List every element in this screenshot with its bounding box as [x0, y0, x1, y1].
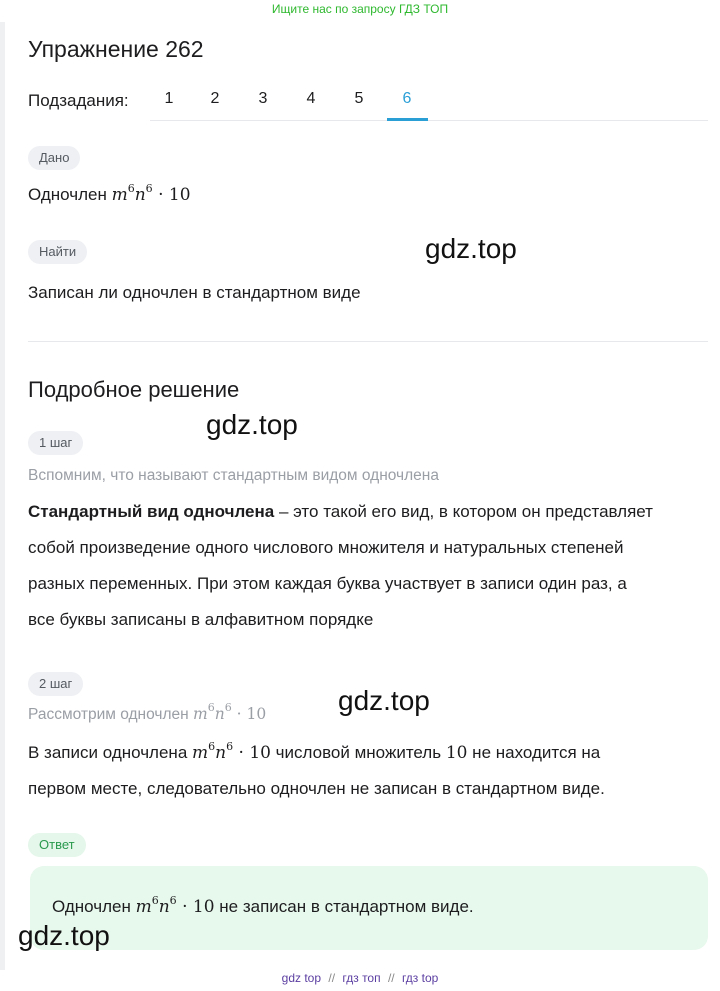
section-divider [28, 341, 708, 342]
footer-link-3[interactable]: гдз top [401, 971, 439, 985]
left-border [0, 22, 5, 970]
given-prefix: Одночлен [28, 185, 107, 204]
answer-chip: Ответ [28, 833, 86, 857]
answer-expression: $m^6n^6 \cdot 10$ [135, 894, 215, 917]
step1-term: Стандартный вид одночлена [28, 502, 275, 521]
answer-text: Одночлен $m^6n^6 \cdot 10$ не записан в стандартном виде. [52, 894, 474, 917]
top-banner[interactable]: Ищите нас по запросу ГДЗ ТОП [271, 2, 449, 16]
step1-hint: Вспомним, что называют стандартным видом одночлена [28, 467, 439, 484]
step1-line-2: собой произведение одного числового множителя и натуральных степеней [28, 538, 624, 557]
active-tab-indicator [387, 118, 428, 121]
step2-hint: Рассмотрим одночлен $m^6n^6 \cdot 10$ [28, 701, 267, 723]
page-title: Упражнение 262 [28, 36, 204, 62]
step1-line-4: все буквы записаны в алфавитном порядке [28, 610, 374, 629]
footer-links [0, 971, 720, 985]
step2-paragraph [28, 735, 700, 807]
subtasks-label: Подзадания: [28, 91, 129, 110]
tab-subtask-6[interactable]: 6 [402, 90, 412, 107]
step1-chip: 1 шаг [28, 431, 83, 455]
watermark: gdz.top [18, 920, 110, 951]
step1-line-1: Стандартный вид одночлена – это такой его вид, в котором он представляет [28, 502, 653, 521]
tab-subtask-1[interactable]: 1 [164, 90, 174, 107]
footer-separator: // [328, 971, 336, 985]
step2-hint-expression: $m^6n^6 \cdot 10$ [193, 701, 267, 723]
find-text: Записан ли одночлен в стандартном виде [28, 283, 361, 302]
tab-subtask-4[interactable]: 4 [306, 90, 316, 107]
tab-subtask-3[interactable]: 3 [258, 90, 268, 107]
footer-link-2[interactable]: гдз топ [342, 971, 381, 985]
watermark: gdz.top [425, 233, 517, 264]
step1-paragraph [28, 494, 700, 638]
step1-line-3: разных переменных. При этом каждая буква участвует в записи один раз, а [28, 574, 627, 593]
tabs-baseline [150, 120, 708, 121]
watermark: gdz.top [338, 685, 430, 716]
given-chip: Дано [28, 146, 80, 170]
tab-subtask-2[interactable]: 2 [210, 90, 220, 107]
given-text [28, 182, 191, 205]
solution-title: Подробное решение [28, 377, 240, 402]
step2-line-2: первом месте, следовательно одночлен не записан в стандартном виде. [28, 779, 605, 798]
find-chip: Найти [28, 240, 87, 264]
footer-separator: // [387, 971, 395, 985]
tab-subtask-5[interactable]: 5 [354, 90, 364, 107]
step2-chip: 2 шаг [28, 672, 83, 696]
footer-link-1[interactable]: gdz top [281, 971, 322, 985]
given-expression: $m^6n^6 \cdot 10$ [111, 182, 191, 205]
step2-line-1: В записи одночлена $m^6n^6 \cdot 10$ числовой множитель 10 не находится на [28, 740, 601, 763]
watermark: gdz.top [206, 409, 298, 440]
step2-expression: $m^6n^6 \cdot 10$ [192, 740, 271, 763]
